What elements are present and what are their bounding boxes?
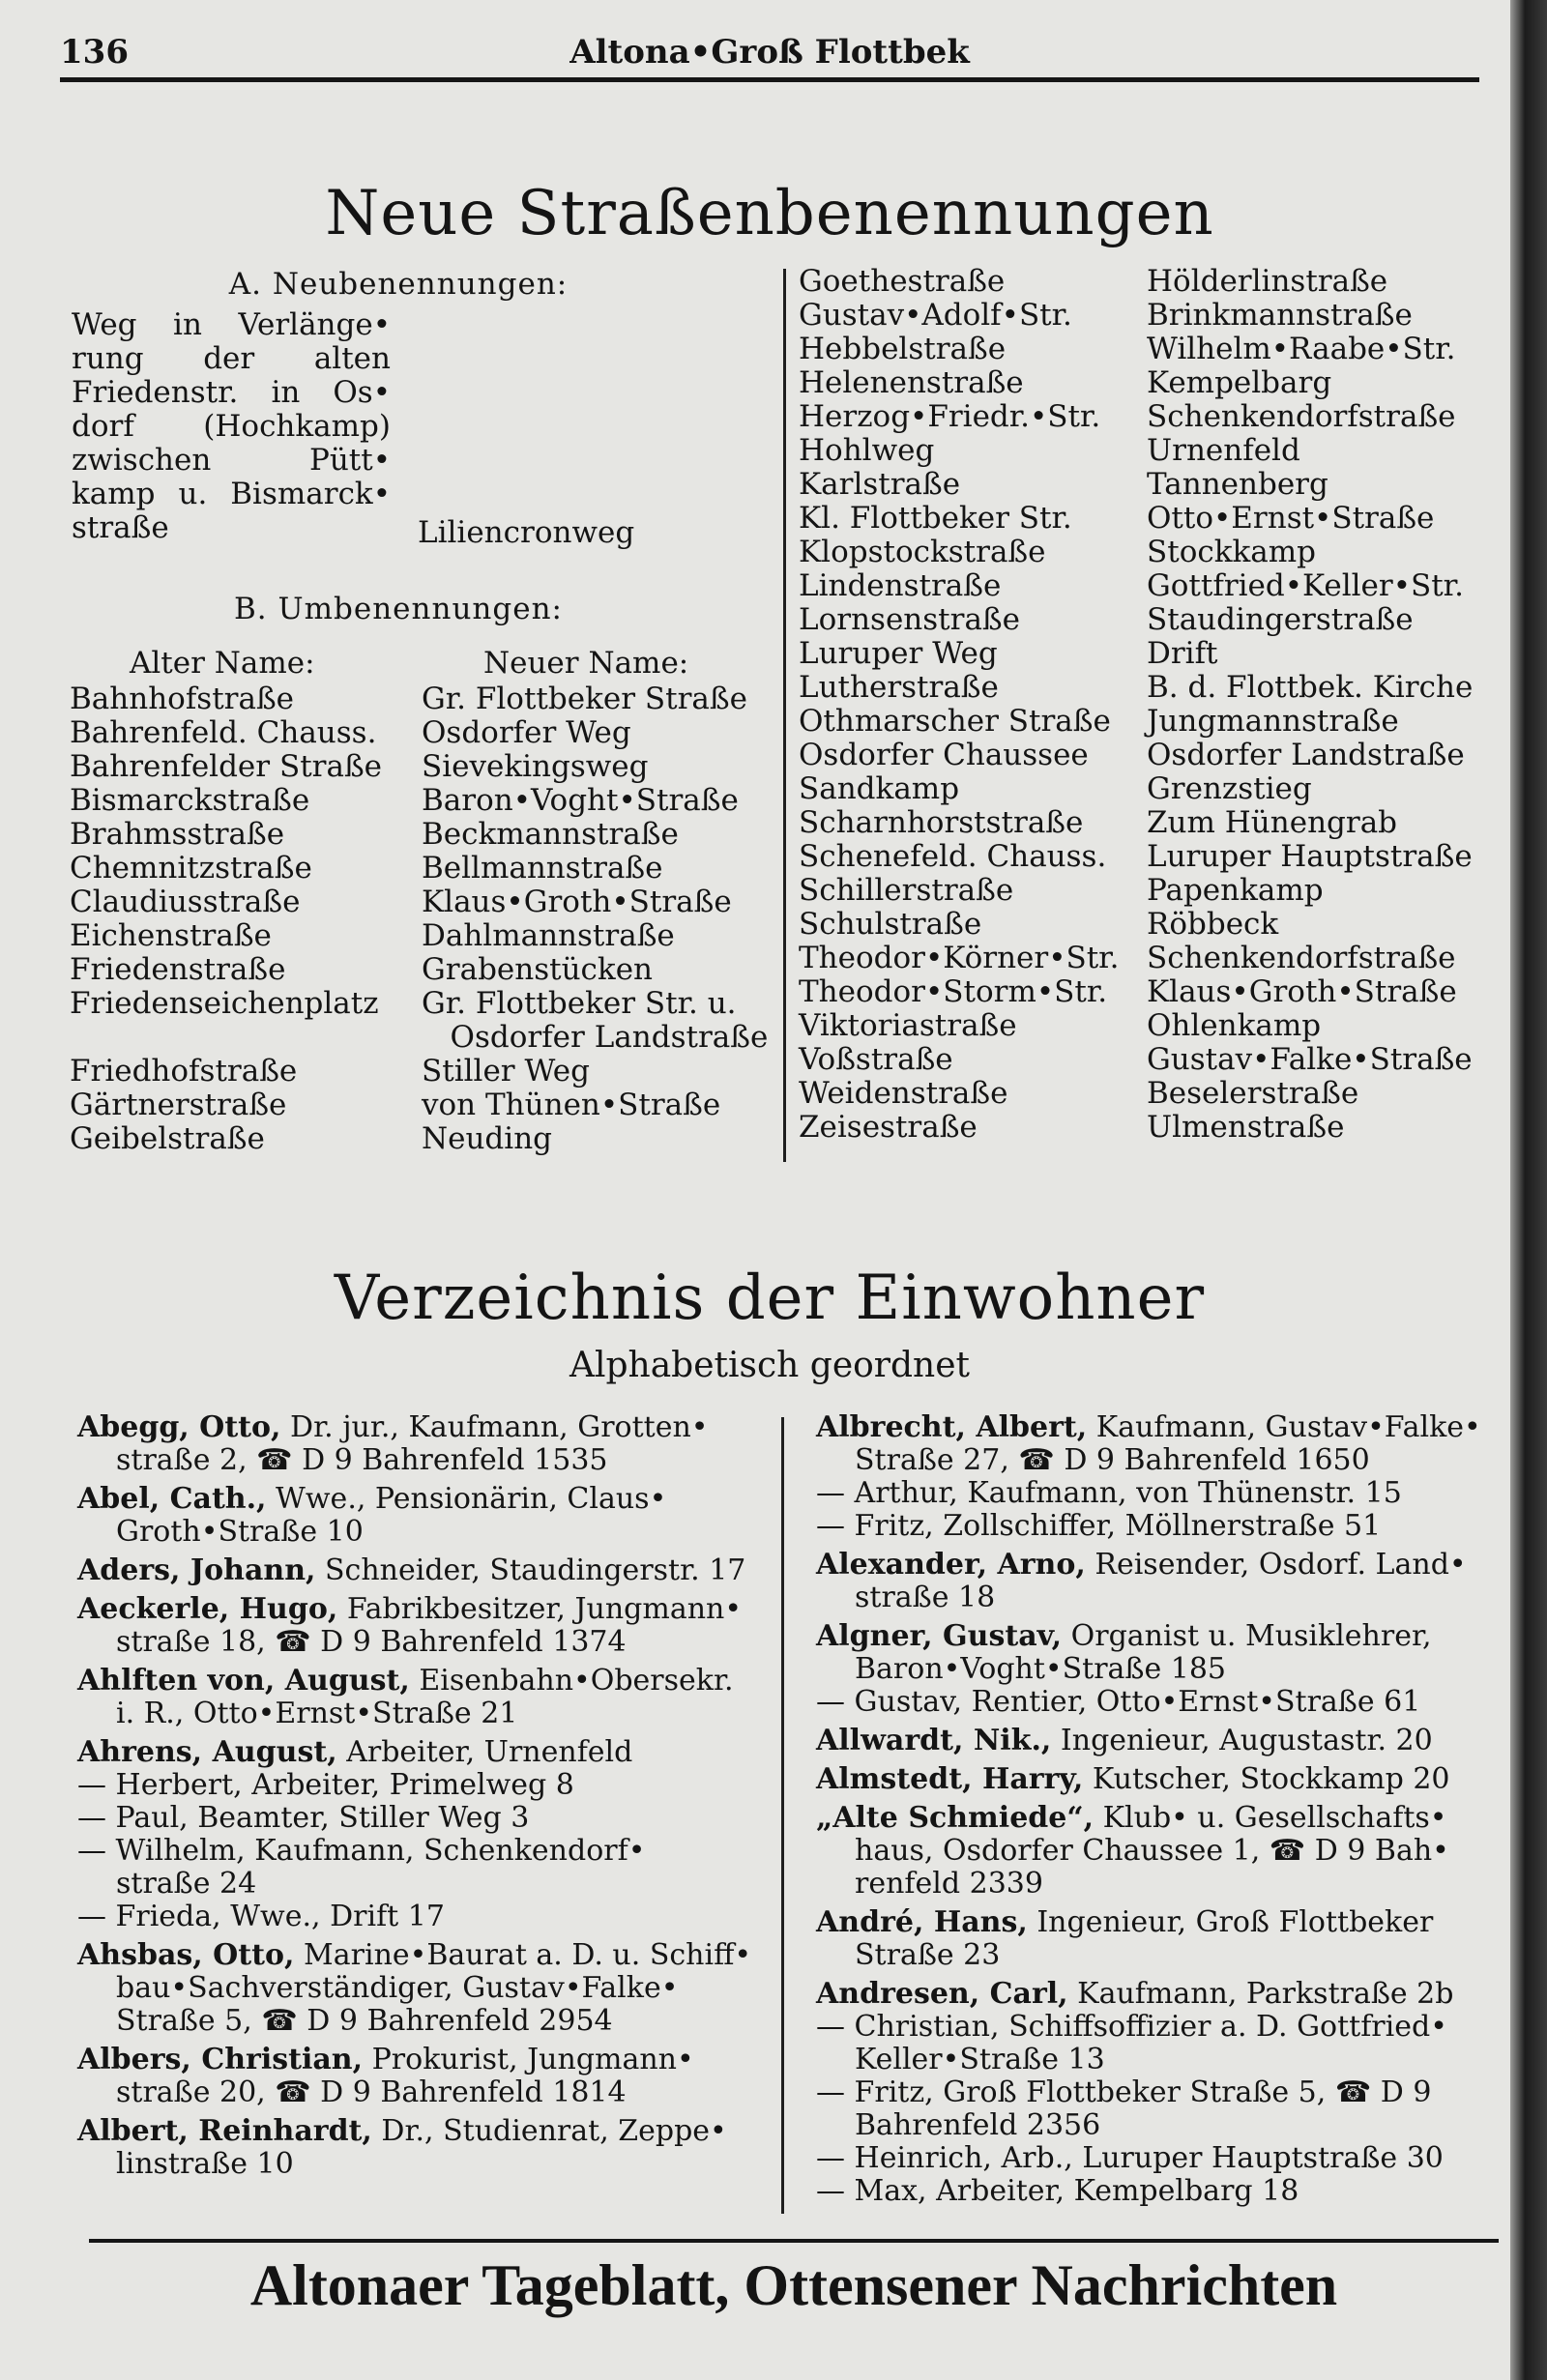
entry-line: bau•Sachverständiger, Gustav•Falke• — [116, 1971, 679, 2005]
resident-entry — [816, 1763, 1499, 1796]
heading-neubenennungen: A. Neubenennungen: — [228, 267, 569, 302]
old-street-name: Friedhofstraße — [70, 1054, 298, 1088]
resident-entry — [77, 1593, 770, 1659]
old-street-name: Theodor•Körner•Str. — [799, 941, 1120, 975]
resident-name: Allwardt, Nik., — [816, 1724, 1052, 1757]
resident-detail: Schneider, Staudingerstr. 17 — [325, 1553, 746, 1587]
resident-name: Albrecht, Albert, — [816, 1410, 1088, 1444]
old-street-name: Sandkamp — [799, 771, 960, 806]
resident-detail: Kaufmann, Parkstraße 2b — [1077, 1977, 1454, 2011]
entry-line: haus, Osdorfer Chaussee 1, ☎ D 9 Bah• — [855, 1834, 1449, 1868]
entry-line: Straße 27, ☎ D 9 Bahrenfeld 1650 — [855, 1443, 1370, 1477]
resident-name: Andresen, Carl, — [816, 1977, 1068, 2011]
old-street-name: Osdorfer Chaussee — [799, 738, 1089, 772]
newspaper-advert: Altonaer Tageblatt, Ottensener Nachrichten — [249, 2253, 1338, 2317]
resident-name: Aders, Johann, — [77, 1553, 316, 1587]
resident-name: Algner, Gustav, — [816, 1619, 1063, 1653]
entry-first-line — [77, 1665, 770, 1698]
old-street-name: Bahrenfeld. Chauss. — [70, 715, 377, 750]
resident-name: Albert, Reinhardt, — [77, 2114, 372, 2148]
old-street-name: Voßstraße — [799, 1042, 953, 1077]
resident-entry — [816, 1906, 1499, 1972]
running-title: Altona•Groß Flottbek — [569, 33, 970, 72]
resident-entry — [77, 1736, 770, 1933]
new-name-header: Neuer Name: — [483, 646, 689, 681]
residents-column-1 — [77, 1411, 770, 2187]
old-street-name: Gärtnerstraße — [70, 1088, 287, 1122]
resident-name: André, Hans, — [816, 1905, 1028, 1939]
new-street-name: Tannenberg — [1147, 467, 1328, 502]
old-street-name: Luruper Weg — [799, 636, 998, 671]
entry-line: Bahrenfeld 2356 — [855, 2108, 1101, 2142]
resident-detail: Marine•Baurat a. D. u. Schiff• — [304, 1938, 752, 1972]
entry-line: — Christian, Schiffsoffizier a. D. Gottfried• — [816, 2010, 1447, 2044]
new-street-name: Baron•Voght•Straße — [422, 783, 739, 818]
new-street-name: Klaus•Groth•Straße — [1147, 974, 1457, 1009]
entry-first-line — [816, 1725, 1499, 1757]
entry-first-line — [816, 1620, 1499, 1653]
new-street-name: Dahlmannstraße — [422, 918, 675, 953]
new-street-name: Beckmannstraße — [422, 817, 679, 852]
description-line: rung der alten — [72, 341, 391, 376]
old-street-name: Lutherstraße — [799, 670, 999, 705]
resident-name: Ahlften von, August, — [77, 1664, 410, 1698]
old-street-name: Claudiusstraße — [70, 885, 301, 919]
description-line: Friedenstr. in Os• — [72, 375, 391, 410]
new-street-name: Urnenfeld — [1147, 433, 1300, 468]
page-edge-shadow — [1510, 0, 1547, 2380]
entry-line: straße 18 — [855, 1581, 996, 1614]
old-street-name: Hebbelstraße — [799, 332, 1007, 366]
old-street-name: Zeisestraße — [799, 1110, 978, 1145]
page-header — [60, 29, 1479, 82]
entry-line: — Arthur, Kaufmann, von Thünenstr. 15 — [816, 1476, 1402, 1510]
old-names-list-2 — [799, 265, 1119, 1145]
entry-first-line — [77, 1411, 770, 1444]
resident-entry — [77, 1939, 770, 2038]
old-street-name: Theodor•Storm•Str. — [799, 974, 1108, 1009]
old-street-name: Bahnhofstraße — [70, 682, 295, 716]
resident-name: Abel, Cath., — [77, 1482, 267, 1516]
new-street-name: Sievekingsweg — [422, 749, 649, 784]
entry-first-line — [77, 1736, 770, 1769]
old-street-name — [70, 1021, 382, 1055]
new-street-name: Drift — [1147, 636, 1218, 671]
entry-first-line — [816, 1906, 1499, 1939]
old-street-name: Herzog•Friedr.•Str. — [799, 399, 1101, 434]
new-street-name: Gottfried•Keller•Str. — [1147, 568, 1464, 603]
resident-entry — [77, 1411, 770, 1477]
new-street-name: Staudingerstraße — [1147, 602, 1414, 637]
new-street-name: Osdorfer Landstraße — [1147, 738, 1465, 772]
resident-name: Alexander, Arno, — [816, 1548, 1086, 1582]
new-street-name: Osdorfer Landstraße — [422, 1020, 769, 1055]
resident-detail: Eisenbahn•Obersekr. — [419, 1664, 734, 1698]
entry-line: — Herbert, Arbeiter, Primelweg 8 — [77, 1768, 574, 1802]
entry-line: — Frieda, Wwe., Drift 17 — [77, 1900, 445, 1933]
new-street-name: Brinkmannstraße — [1147, 298, 1413, 333]
entry-line: straße 18, ☎ D 9 Bahrenfeld 1374 — [116, 1625, 627, 1659]
section-subtitle: Alphabetisch geordnet — [569, 1346, 971, 1385]
old-street-name: Friedenstraße — [70, 952, 286, 987]
entry-line: — Paul, Beamter, Stiller Weg 3 — [77, 1801, 530, 1835]
old-street-name: Helenenstraße — [799, 365, 1024, 400]
new-street-name: Röbbeck — [1147, 907, 1279, 942]
description-line: kamp u. Bismarck• — [72, 477, 391, 511]
resident-entry — [77, 2044, 770, 2109]
entry-line: — Wilhelm, Kaufmann, Schenkendorf• — [77, 1834, 646, 1868]
old-street-name: Hohlweg — [799, 433, 935, 468]
resident-name: Abegg, Otto, — [77, 1410, 281, 1444]
old-street-name: Othmarscher Straße — [799, 704, 1111, 739]
resident-detail: Arbeiter, Urnenfeld — [346, 1735, 633, 1769]
entry-first-line — [77, 1483, 770, 1516]
neubenennung-new-name: Liliencronweg — [418, 515, 635, 550]
resident-entry — [77, 1554, 770, 1587]
entry-line: i. R., Otto•Ernst•Straße 21 — [116, 1697, 518, 1730]
new-street-name: Neuding — [422, 1121, 553, 1156]
entry-line: — Heinrich, Arb., Luruper Hauptstraße 30 — [816, 2141, 1444, 2175]
old-street-name: Karlstraße — [799, 467, 961, 502]
entry-first-line — [816, 1802, 1499, 1835]
new-street-name: Gustav•Falke•Straße — [1147, 1042, 1473, 1077]
new-street-name: Ulmenstraße — [1147, 1110, 1345, 1145]
new-street-name: Otto•Ernst•Straße — [1147, 501, 1435, 536]
resident-entry — [816, 1725, 1499, 1757]
resident-entry — [77, 1483, 770, 1549]
resident-name: Aeckerle, Hugo, — [77, 1592, 338, 1626]
resident-detail: Kutscher, Stockkamp 20 — [1092, 1762, 1450, 1796]
resident-name: Almstedt, Harry, — [816, 1762, 1084, 1796]
new-street-name: Schenkendorfstraße — [1147, 399, 1456, 434]
resident-entry — [816, 1549, 1499, 1614]
footer-rule — [89, 2239, 1499, 2243]
new-street-name: Stockkamp — [1147, 535, 1317, 569]
new-street-name: Stiller Weg — [422, 1054, 590, 1088]
old-names-list — [70, 682, 382, 1156]
new-street-name: Bellmannstraße — [422, 851, 663, 885]
old-street-name: Viktoriastraße — [799, 1008, 1017, 1043]
old-street-name: Lindenstraße — [799, 568, 1002, 603]
resident-detail: Klub• u. Gesellschafts• — [1102, 1801, 1447, 1835]
resident-detail: Reisender, Osdorf. Land• — [1095, 1548, 1467, 1582]
entry-first-line — [77, 1554, 770, 1587]
old-street-name: Goethestraße — [799, 264, 1006, 299]
old-street-name: Gustav•Adolf•Str. — [799, 298, 1072, 333]
new-street-name: Kempelbarg — [1147, 365, 1332, 400]
new-street-name: Klaus•Groth•Straße — [422, 885, 732, 919]
old-name-header: Alter Name: — [130, 646, 315, 681]
resident-name: Albers, Christian, — [77, 2043, 364, 2076]
new-street-name: Hölderlinstraße — [1147, 264, 1388, 299]
new-street-name: von Thünen•Straße — [422, 1088, 721, 1122]
entry-first-line — [816, 1763, 1499, 1796]
resident-entry — [816, 1411, 1499, 1543]
resident-detail: Fabrikbesitzer, Jungmann• — [346, 1592, 743, 1626]
entry-line: Baron•Voght•Straße 185 — [855, 1652, 1227, 1686]
old-street-name: Schulstraße — [799, 907, 982, 942]
entry-line: Straße 23 — [855, 1938, 1001, 1972]
new-street-name: Schenkendorfstraße — [1147, 941, 1456, 975]
old-street-name: Bahrenfelder Straße — [70, 749, 383, 784]
resident-entry — [816, 1978, 1499, 2208]
section-title-residents: Verzeichnis der Einwohner — [334, 1263, 1206, 1334]
entry-line: linstraße 10 — [116, 2147, 294, 2181]
page-number: 136 — [60, 33, 129, 72]
description-line: Weg in Verlänge• — [72, 307, 391, 342]
new-street-name: Wilhelm•Raabe•Str. — [1147, 332, 1456, 366]
description-line: zwischen Pütt• — [72, 443, 391, 478]
resident-detail: Ingenieur, Augustastr. 20 — [1060, 1724, 1433, 1757]
new-street-name: Jungmannstraße — [1147, 704, 1399, 739]
entry-line: — Max, Arbeiter, Kempelbarg 18 — [816, 2174, 1299, 2208]
old-street-name: Kl. Flottbeker Str. — [799, 501, 1072, 536]
entry-first-line — [77, 2044, 770, 2076]
old-street-name: Scharnhorststraße — [799, 805, 1084, 840]
old-street-name: Bismarckstraße — [70, 783, 310, 818]
resident-detail: Dr. jur., Kaufmann, Grotten• — [290, 1410, 709, 1444]
resident-detail: Prokurist, Jungmann• — [371, 2043, 694, 2076]
new-street-name: Gr. Flottbeker Straße — [422, 682, 747, 716]
resident-entry — [77, 1665, 770, 1730]
old-street-name: Klopstockstraße — [799, 535, 1046, 569]
neubenennung-description — [72, 308, 391, 545]
entry-line: straße 24 — [116, 1867, 257, 1901]
new-street-name: Gr. Flottbeker Str. u. — [422, 986, 737, 1021]
new-names-list-2 — [1147, 265, 1473, 1145]
resident-entry — [816, 1802, 1499, 1901]
entry-line: Keller•Straße 13 — [855, 2043, 1105, 2076]
old-street-name: Brahmsstraße — [70, 817, 285, 852]
old-street-name: Friedenseichenplatz — [70, 986, 379, 1021]
description-line: dorf (Hochkamp) — [72, 409, 391, 444]
old-street-name: Weidenstraße — [799, 1076, 1008, 1111]
entry-line: — Fritz, Groß Flottbeker Straße 5, ☎ D 9 — [816, 2075, 1432, 2109]
resident-name: Ahrens, August, — [77, 1735, 337, 1769]
entry-line: straße 2, ☎ D 9 Bahrenfeld 1535 — [116, 1443, 608, 1477]
column-divider — [783, 269, 786, 1162]
new-street-name: Grabenstücken — [422, 952, 654, 987]
description-line: straße — [72, 510, 169, 545]
entry-first-line — [77, 1593, 770, 1626]
new-street-name: B. d. Flottbek. Kirche — [1147, 670, 1474, 705]
new-street-name: Grenzstieg — [1147, 771, 1312, 806]
entry-line: renfeld 2339 — [855, 1867, 1043, 1901]
entry-line: — Fritz, Zollschiffer, Möllnerstraße 51 — [816, 1509, 1382, 1543]
new-street-name: Papenkamp — [1147, 873, 1324, 908]
old-street-name: Chemnitzstraße — [70, 851, 312, 885]
old-street-name: Schillerstraße — [799, 873, 1014, 908]
column-divider-2 — [781, 1417, 784, 2214]
resident-detail: Dr., Studienrat, Zeppe• — [381, 2114, 727, 2148]
entry-line: straße 20, ☎ D 9 Bahrenfeld 1814 — [116, 2075, 627, 2109]
entry-first-line — [816, 1549, 1499, 1582]
residents-column-2 — [816, 1411, 1499, 2214]
heading-umbenennungen: B. Umbenennungen: — [234, 592, 563, 626]
new-street-name: Osdorfer Weg — [422, 715, 631, 750]
entry-first-line — [77, 1939, 770, 1972]
new-street-name: Zum Hünengrab — [1147, 805, 1398, 840]
entry-first-line — [816, 1411, 1499, 1444]
entry-line: Straße 5, ☎ D 9 Bahrenfeld 2954 — [116, 2004, 613, 2038]
resident-entry — [816, 1620, 1499, 1719]
resident-detail: Ingenieur, Groß Flottbeker — [1036, 1905, 1434, 1939]
resident-name: Ahsbas, Otto, — [77, 1938, 295, 1972]
resident-detail: Wwe., Pensionärin, Claus• — [276, 1482, 667, 1516]
entry-line: Groth•Straße 10 — [116, 1515, 364, 1549]
resident-entry — [77, 2115, 770, 2181]
old-street-name: Schenefeld. Chauss. — [799, 839, 1107, 874]
resident-detail: Organist u. Musiklehrer, — [1070, 1619, 1432, 1653]
entry-first-line — [816, 1978, 1499, 2011]
new-street-name: Luruper Hauptstraße — [1147, 839, 1473, 874]
new-names-list — [422, 682, 768, 1156]
old-street-name: Lornsenstraße — [799, 602, 1020, 637]
entry-line: — Gustav, Rentier, Otto•Ernst•Straße 61 — [816, 1685, 1421, 1719]
old-street-name: Eichenstraße — [70, 918, 272, 953]
section-title-street-names: Neue Straßenbenennungen — [325, 178, 1214, 249]
resident-detail: Kaufmann, Gustav•Falke• — [1095, 1410, 1481, 1444]
new-street-name: Beselerstraße — [1147, 1076, 1359, 1111]
old-street-name: Geibelstraße — [70, 1121, 265, 1156]
resident-name: „Alte Schmiede“, — [816, 1801, 1095, 1835]
entry-first-line — [77, 2115, 770, 2148]
new-street-name: Ohlenkamp — [1147, 1008, 1322, 1043]
